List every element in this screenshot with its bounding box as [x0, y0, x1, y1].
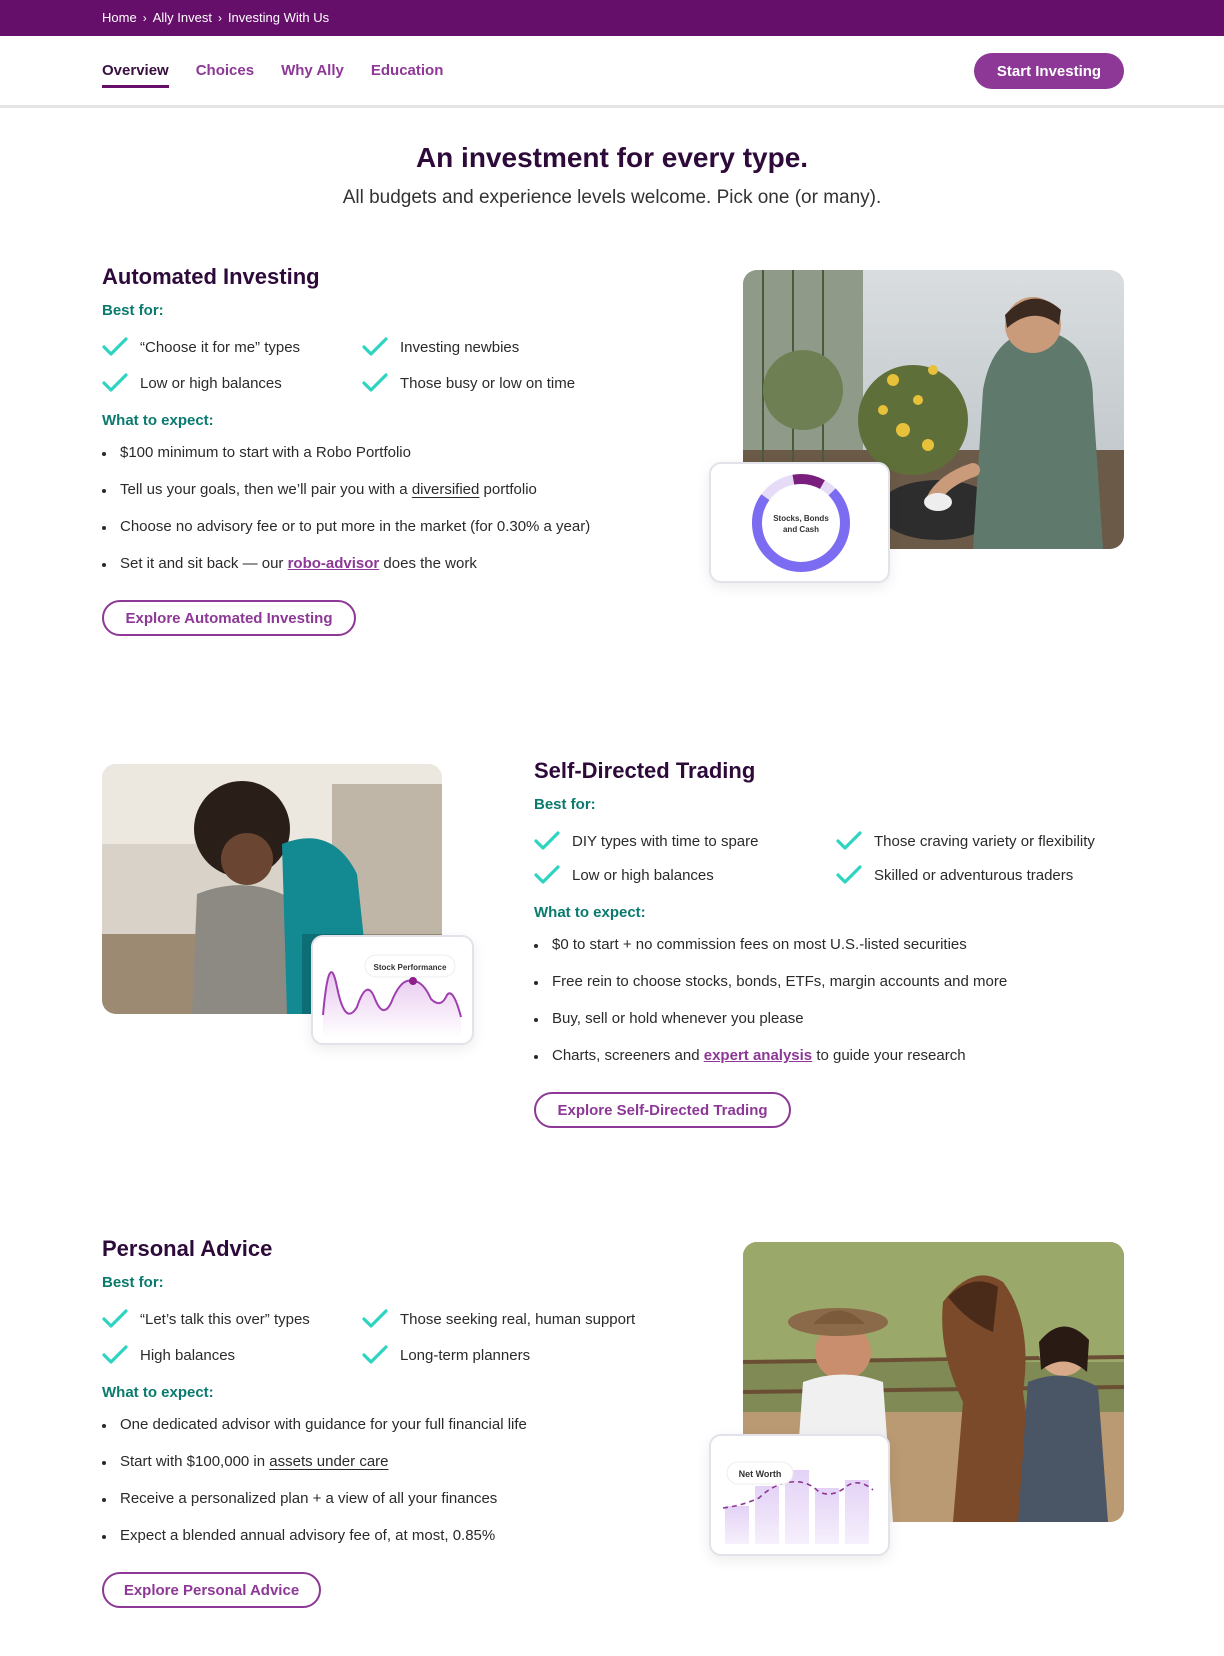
checkmark-icon: [836, 830, 862, 852]
list-item: Buy, sell or hold whenever you please: [552, 1010, 804, 1027]
expert-analysis-link[interactable]: expert analysis: [703, 1047, 813, 1064]
checkmark-icon: [102, 1344, 128, 1366]
best-for-item: Long-term planners: [362, 1344, 530, 1366]
tab-list: [102, 62, 443, 88]
diversified-term[interactable]: diversified: [411, 481, 480, 498]
best-for-item: Those craving variety or flexibility: [836, 830, 1095, 852]
personal-advice-section: [102, 1236, 662, 1616]
list-item: $100 minimum to start with a Robo Portfolio: [120, 444, 411, 461]
best-for-item: Low or high balances: [534, 864, 714, 886]
best-for-item: Those busy or low on time: [362, 372, 575, 394]
self-directed-trading-section: [534, 758, 1124, 1138]
automated-investing-section: [102, 264, 662, 644]
best-for-label: Best for:: [102, 302, 164, 319]
stock-performance-chart: [313, 937, 472, 1043]
section-title: Personal Advice: [102, 1236, 273, 1261]
section-title: Self-Directed Trading: [534, 758, 756, 783]
donut-label: and Cash: [782, 525, 820, 534]
best-for-item: “Let’s talk this over” types: [102, 1308, 310, 1330]
best-for-item: Skilled or adventurous traders: [836, 864, 1073, 886]
net-worth-card: [709, 1434, 890, 1556]
what-to-expect-label: What to expect:: [102, 1384, 214, 1401]
checkmark-icon: [362, 336, 388, 358]
checkmark-icon: [362, 1308, 388, 1330]
breadcrumb-current: Investing With Us: [227, 10, 330, 25]
net-worth-chart: [711, 1436, 888, 1554]
list-item: Charts, screeners and expert analysis to guide your research: [552, 1047, 966, 1064]
checkmark-icon: [362, 372, 388, 394]
best-for-item: High balances: [102, 1344, 235, 1366]
list-item: Expect a blended annual advisory fee of, at most, 0.85%: [120, 1527, 495, 1544]
list-item: One dedicated advisor with guidance for your full financial life: [120, 1416, 527, 1433]
checkmark-icon: [102, 372, 128, 394]
what-to-expect-label: What to expect:: [102, 412, 214, 429]
list-item: Receive a personalized plan + a view of all your finances: [120, 1490, 497, 1507]
explore-self-directed-trading-button[interactable]: Explore Self-Directed Trading: [534, 1092, 791, 1128]
explore-automated-investing-button[interactable]: Explore Automated Investing: [102, 600, 356, 636]
tab-overview[interactable]: Overview: [102, 62, 169, 88]
what-to-expect-label: What to expect:: [534, 904, 646, 921]
best-for-item: DIY types with time to spare: [534, 830, 758, 852]
breadcrumb-ally-invest[interactable]: Ally Invest: [152, 10, 212, 25]
chevron-right-icon: ›: [217, 10, 222, 25]
best-for-label: Best for:: [102, 1274, 164, 1291]
page-subtitle: All budgets and experience levels welcome. Pick one (or many).: [342, 187, 882, 208]
tab-education[interactable]: Education: [370, 62, 444, 79]
checkmark-icon: [362, 1344, 388, 1366]
donut-chart: [711, 464, 888, 581]
list-item: Choose no advisory fee or to put more in the market (for 0.30% a year): [120, 518, 590, 535]
list-item: Start with $100,000 in assets under care: [120, 1453, 389, 1470]
section-nav: [0, 36, 1224, 108]
breadcrumb-bar: [0, 0, 1224, 36]
chart-label: Net Worth: [738, 1469, 782, 1479]
stock-performance-card: [311, 935, 474, 1045]
list-item: Free rein to choose stocks, bonds, ETFs, margin accounts and more: [552, 973, 1007, 990]
best-for-item: Those seeking real, human support: [362, 1308, 635, 1330]
list-item: Tell us your goals, then we’ll pair you with a diversified portfolio: [120, 481, 537, 498]
page-title: An investment for every type.: [415, 142, 809, 173]
checkmark-icon: [836, 864, 862, 886]
portfolio-donut-card: [709, 462, 890, 583]
checkmark-icon: [102, 1308, 128, 1330]
checkmark-icon: [102, 336, 128, 358]
chart-label: Stock Performance: [373, 963, 447, 972]
tab-choices[interactable]: Choices: [195, 62, 255, 79]
best-for-item: Low or high balances: [102, 372, 282, 394]
tab-why-ally[interactable]: Why Ally: [281, 62, 344, 79]
section-title: Automated Investing: [102, 264, 320, 289]
best-for-label: Best for:: [534, 796, 596, 813]
chevron-right-icon: ›: [142, 10, 147, 25]
list-item: $0 to start + no commission fees on most U.S.-listed securities: [552, 936, 967, 953]
best-for-item: Investing newbies: [362, 336, 519, 358]
list-item: Set it and sit back — our robo-advisor does the work: [120, 555, 477, 572]
breadcrumb-home[interactable]: Home: [102, 10, 137, 25]
checkmark-icon: [534, 864, 560, 886]
breadcrumb: [102, 10, 329, 25]
donut-label: Stocks, Bonds: [773, 514, 829, 523]
assets-under-care-term[interactable]: assets under care: [269, 1453, 389, 1470]
explore-personal-advice-button[interactable]: Explore Personal Advice: [102, 1572, 321, 1608]
best-for-item: “Choose it for me” types: [102, 336, 300, 358]
checkmark-icon: [534, 830, 560, 852]
robo-advisor-link[interactable]: robo-advisor: [287, 555, 380, 572]
start-investing-button[interactable]: Start Investing: [974, 53, 1124, 89]
